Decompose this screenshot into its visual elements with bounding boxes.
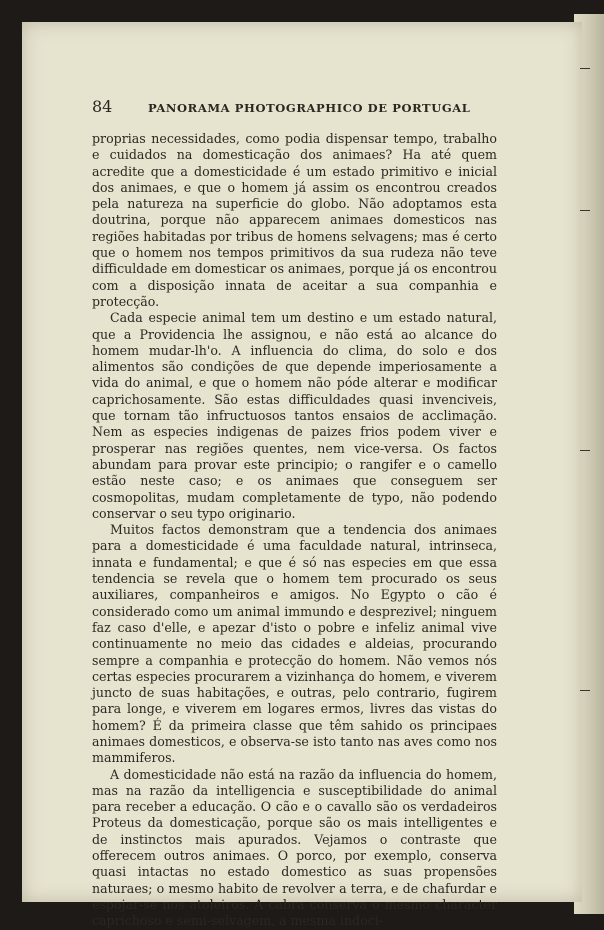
- page-edge-mark: [580, 210, 590, 211]
- paragraph: proprias necessidades, como podia dispensar tempo, trabalho e cuidados na domesticação dos animaes? Ha até quem acredite que a domesticidade é um estado primitivo e inicial dos animaes, e que o homem já assim os encontrou creados pela natureza na superficie do globo. Não adoptamos esta doutrina, porque não apparecem animaes domesticos nas regiões habitadas por tribus de homens selvagens; mas é certo que o homem nos tempos primitivos da sua rudeza não teve difficuldade em domesticar os animaes, porque já os encontrou com a disposição innata de aceitar a sua companhia e protecção.: [92, 131, 497, 309]
- paragraph: Cada especie animal tem um destino e um estado natural, que a Providencia lhe assignou, e não está ao alcance do homem mudar-lh'o. A influencia do clima, do solo e dos alimentos são condições de que depende imperiosamente a vida do animal, e que o homem não póde alterar e modificar caprichosamente. São estas difficuldades quasi invenciveis, que tornam tão infructuosos tantos ensaios de acclimação. Nem as especies indigenas de paizes frios podem viver e prosperar nas regiões quentes, nem vice-versa. Os factos abundam para provar este principio; o rangifer e o camello estão neste caso; e os animaes que conseguem ser cosmopolitas, mudam completamente de typo, não podendo conservar o seu typo originario.: [92, 310, 497, 521]
- running-head: PANORAMA PHOTOGRAPHICO DE PORTUGAL: [148, 101, 471, 115]
- page-header: [92, 97, 497, 119]
- page-edge-mark: [580, 68, 590, 69]
- page-number: 84: [92, 97, 113, 116]
- body-text: [92, 131, 497, 930]
- page-edge-mark: [580, 450, 590, 451]
- paragraph: A domesticidade não está na razão da influencia do homem, mas na razão da intelligencia e susceptibilidade do animal para receber a educação. O cão e o cavallo são os verdadeiros Proteus da domesticação, porque são os mais intelligentes e de instinctos mais apurados. Vejamos o contraste que offerecem outros animaes. O porco, por exemplo, conserva quasi intactas no estado domestico as suas propensões naturaes; o mesmo habito de revolver a terra, e de chafurdar e espojar-se nos atoleiros. A cabra conserva o mesmo character caprichoso e semi-selvagem, a mesma indoci-: [92, 766, 497, 929]
- paragraph: Muitos factos demonstram que a tendencia dos animaes para a domesticidade é uma faculdade natural, intrinseca, innata e fundamental; e que é só nas especies em que essa tendencia se revela que o homem tem procurado os seus auxiliares, companheiros e amigos. No Egypto o cão é considerado como um animal immundo e desprezivel; ninguem faz caso d'elle, e apezar d'isto o pobre e infeliz animal vive continuamente no meio das cidades e aldeias, procurando sempre a companhia e protecção do homem. Não vemos nós certas especies procurarem a vizinhança do homem, e viverem juncto de suas habitações, e outras, pelo contrario, fugirem para longe, e viverem em logares ermos, livres das vistas do homem? É da primeira classe que têm sahido os principaes animaes domesticos, e observa-se isto tanto nas aves como nos mammiferos.: [92, 522, 497, 766]
- page-edge-mark: [580, 690, 590, 691]
